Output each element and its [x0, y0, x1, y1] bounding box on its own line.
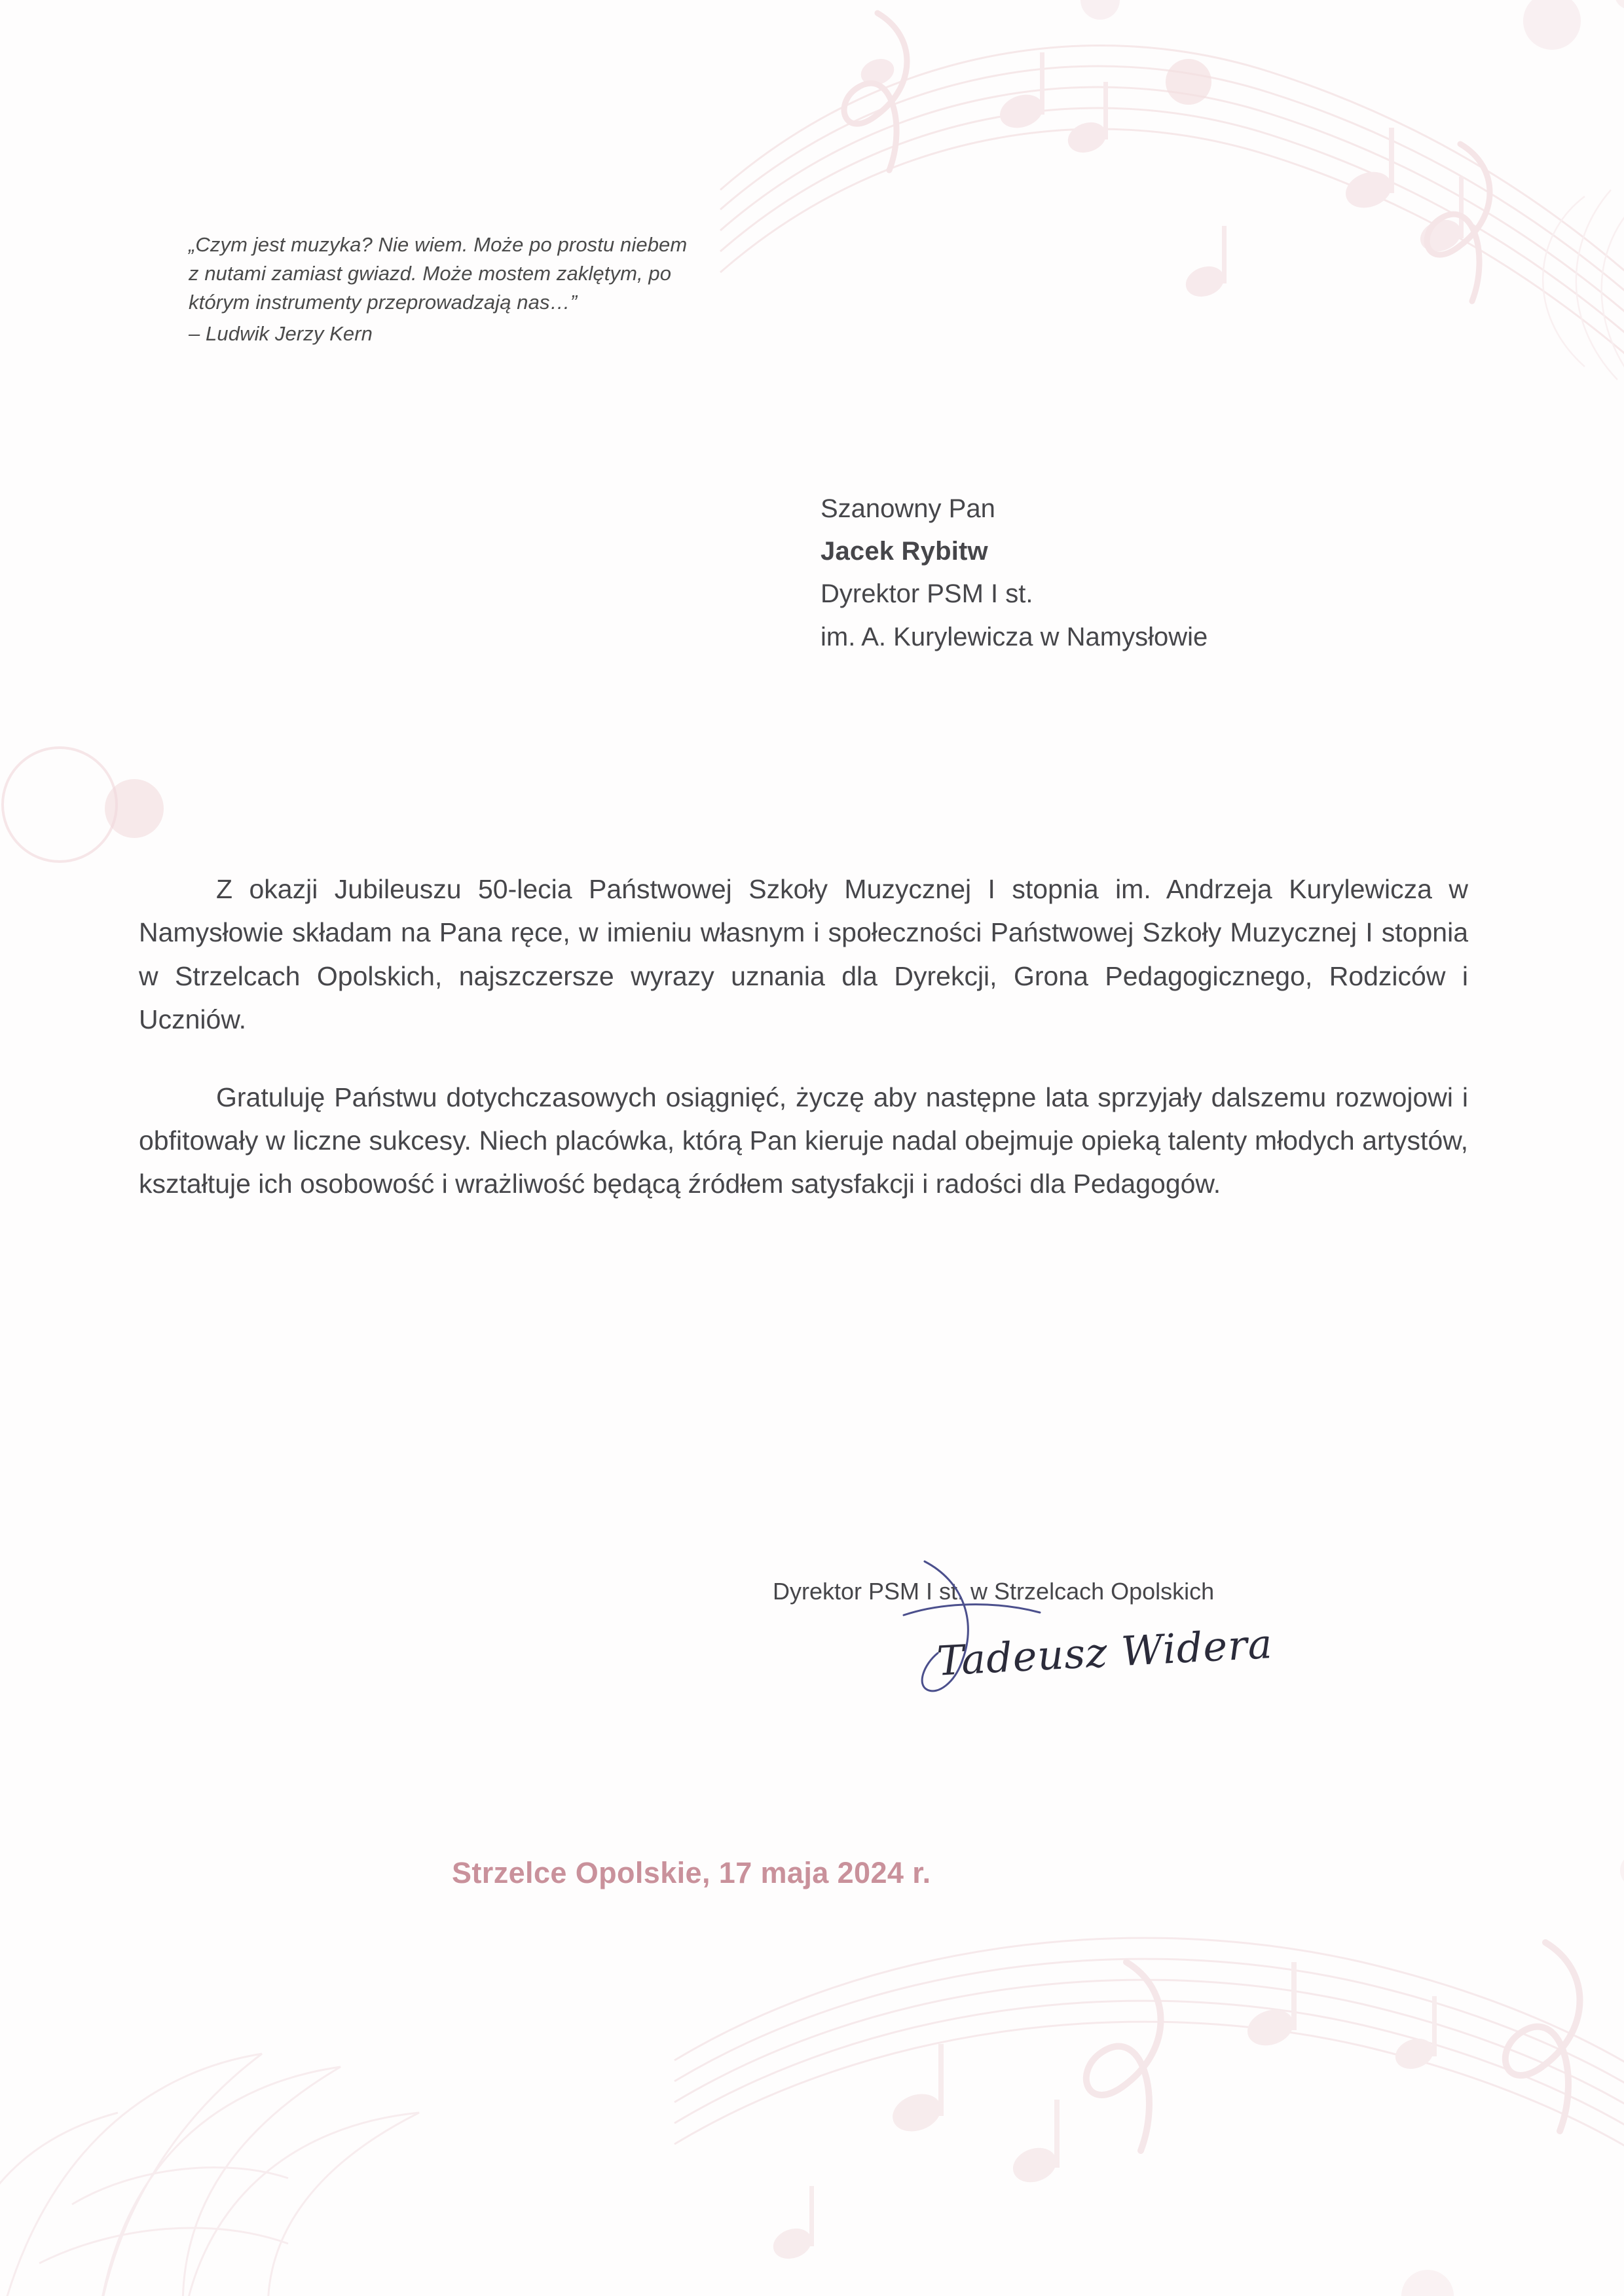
addressee-institution: im. A. Kurylewicza w Namysłowie	[821, 622, 1208, 651]
addressee-salutation: Szanowny Pan	[821, 494, 995, 523]
epigraph-quote	[189, 230, 857, 348]
letter-paragraph-1: Z okazji Jubileuszu 50-lecia Państwowej Szkoły Muzycznej I stopnia im. Andrzeja Kurylewicza w Namysłowie składam na Pana ręce, w imieniu własnym i społeczności Państwowej Szkoły Muzycznej I stopnia w Strzelcach Opolskich, najszczersze wyrazy uznania dla Dyrekcji, Grona Pedagogicznego, Rodziców i Uczniów.	[139, 874, 1468, 1035]
signature-flourish-icon	[864, 1555, 1087, 1705]
place-and-date: Strzelce Opolskie, 17 maja 2024 r.	[452, 1856, 931, 1889]
letter-paragraph-2: Gratuluję Państwu dotychczasowych osiągnięć, życzę aby następne lata sprzyjały dalszemu rozwojowi i obfitowały w liczne sukcesy. Niech placówka, którą Pan kieruje nadal obejmuje opieką talenty młodych artystów, kształtuje ich osobowość i wrażliwość będącą źródłem satysfakcji i radości dla Pedagogów.	[139, 1082, 1468, 1199]
addressee-block	[821, 488, 1541, 659]
signature-title: Dyrektor PSM I st. w Strzelcach Opolskich	[773, 1578, 1215, 1605]
quote-line-3: którym instrumenty przeprowadzają nas…”	[189, 291, 578, 314]
addressee-name: Jacek Rybitw	[821, 537, 988, 566]
quote-line-1: „Czym jest muzyka? Nie wiem. Może po prostu niebem	[189, 233, 688, 256]
signature-handwritten-name: Tadeusz Widera	[935, 1619, 1274, 1685]
quote-author: – Ludwik Jerzy Kern	[189, 322, 373, 346]
letter-body	[139, 867, 1468, 1206]
addressee-role: Dyrektor PSM I st.	[821, 579, 1033, 609]
quote-line-2: z nutami zamiast gwiazd. Może mostem zaklętym, po	[189, 262, 672, 285]
